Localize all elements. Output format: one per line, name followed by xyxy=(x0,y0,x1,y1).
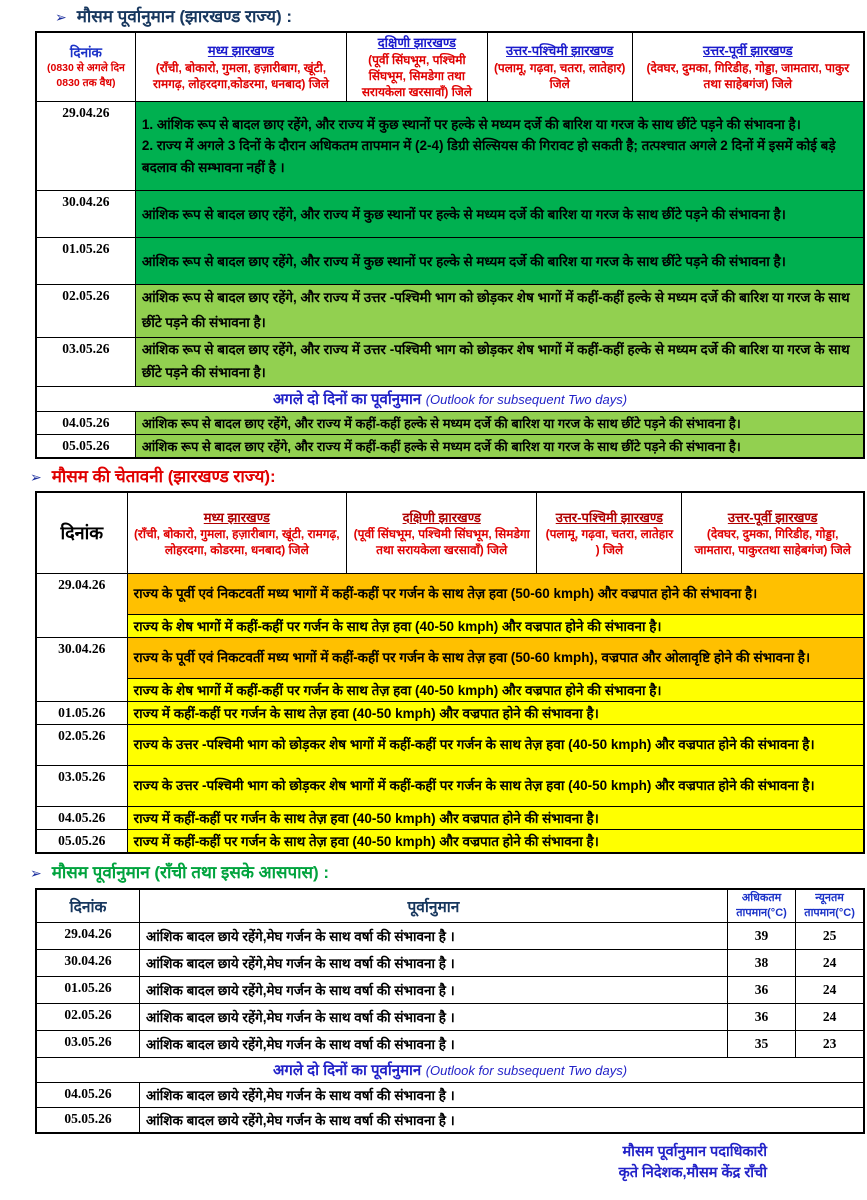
forecast-text-cell: आंशिक बादल छाये रहेंगे,मेघ गर्जन के साथ वर्षा की संभावना है । xyxy=(140,1082,865,1107)
region-districts: (राँची, बोकारो, गुमला, हज़ारीबाग, खूंटी, रामगढ़, लोहरदगा,कोडरमा, धनबाद) जिले xyxy=(152,60,329,92)
region-districts: (पूर्वी सिंघभूम, पश्चिमी सिंघभूम, सिमडेगा तथा सरायकेला खरसावाँ) जिले xyxy=(361,52,472,100)
region-header-central xyxy=(135,32,346,102)
region-districts: (राँची, बोकारो, गुमला, हज़ारीबाग, खूंटी, रामगढ़, लोहरदगा, कोडरमा, धनबाद) जिले xyxy=(133,527,340,558)
forecast-text-cell: आंशिक बादल छाये रहेंगे,मेघ गर्जन के साथ वर्षा की संभावना है । xyxy=(140,949,728,976)
region-name: दक्षिणी झारखण्ड xyxy=(377,35,456,51)
section-title-text: मौसम की चेतावनी (झारखण्ड राज्य): xyxy=(51,467,276,487)
outlook-header-cell xyxy=(36,1057,864,1082)
ranchi-forecast-row xyxy=(36,1030,864,1057)
date-cell: 03.05.26 xyxy=(36,1030,140,1057)
warning-row xyxy=(36,830,864,854)
date-validity-note: 0830 तक वैध) xyxy=(56,77,116,90)
forecast-state-table xyxy=(35,31,865,459)
date-cell: 05.05.26 xyxy=(36,1107,140,1133)
date-cell: 01.05.26 xyxy=(36,238,135,285)
warning-row xyxy=(36,766,864,807)
forecast-text-cell: आंशिक रूप से बादल छाए रहेंगे, और राज्य में उत्तर -पश्चिमी भाग को छोड़कर शेष भागों में कहीं-कहीं हल्के से मध्यम दर्जे की बारिश या गरज के साथ छींटे पड़ने की संभावना है। xyxy=(135,338,864,387)
ranchi-forecast-row xyxy=(36,1082,864,1107)
warning-row xyxy=(36,807,864,830)
warning-severe-cell: राज्य के पूर्वी एवं निकटवर्ती मध्य भागों में कहीं-कहीं पर गर्जन के साथ तेज़ हवा (50-60 kmph) और वज्रपात होने की संभावना है। xyxy=(127,574,864,615)
warning-moderate-cell: राज्य के उत्तर -पश्चिमी भाग को छोड़कर शेष भागों में कहीं-कहीं पर गर्जन के साथ तेज़ हवा (40-50 kmph) और वज्रपात होने की संभावना है। xyxy=(127,725,864,766)
warning-moderate-cell: राज्य में कहीं-कहीं पर गर्जन के साथ तेज़ हवा (40-50 kmph) और वज्रपात होने की संभावना है। xyxy=(127,702,864,725)
forecast-text-cell: आंशिक बादल छाये रहेंगे,मेघ गर्जन के साथ वर्षा की संभावना है । xyxy=(140,1030,728,1057)
region-name: दक्षिणी झारखण्ड xyxy=(402,509,481,525)
max-temp-cell: 38 xyxy=(727,949,795,976)
min-temp-cell: 24 xyxy=(796,1003,864,1030)
section-title-warning xyxy=(30,466,867,487)
section-title-text: मौसम पूर्वानुमान (राँची तथा इसके आसपास) : xyxy=(51,863,330,883)
date-cell: 30.04.26 xyxy=(36,191,135,238)
signature-block xyxy=(0,1142,767,1184)
region-header-northwest xyxy=(487,32,632,102)
date-cell: 29.04.26 xyxy=(36,922,140,949)
outlook-title-english: (Outlook for subsequent Two days) xyxy=(425,1062,628,1078)
date-validity-note: (0830 से अगले दिन xyxy=(46,61,125,74)
date-cell: 04.05.26 xyxy=(36,412,135,435)
region-header-south xyxy=(346,32,487,102)
ranchi-forecast-row xyxy=(36,976,864,1003)
section-title-forecast-ranchi xyxy=(30,862,867,883)
warning-moderate-cell: राज्य में कहीं-कहीं पर गर्जन के साथ तेज़ हवा (40-50 kmph) और वज्रपात होने की संभावना है। xyxy=(127,830,864,854)
warning-severe-cell: राज्य के पूर्वी एवं निकटवर्ती मध्य भागों में कहीं-कहीं पर गर्जन के साथ तेज़ हवा (50-60 kmph), वज्रपात और ओलावृष्टि होने की संभावना है। xyxy=(127,638,864,679)
warning-moderate-cell: राज्य के उत्तर -पश्चिमी भाग को छोड़कर शेष भागों में कहीं-कहीं पर गर्जन के साथ तेज़ हवा (40-50 kmph) और वज्रपात होने की संभावना है। xyxy=(127,766,864,807)
date-label: दिनांक xyxy=(69,44,102,60)
ranchi-forecast-row xyxy=(36,922,864,949)
outlook-title-english: (Outlook for subsequent Two days) xyxy=(425,392,628,408)
date-cell: 29.04.26 xyxy=(36,102,135,191)
region-districts: (देवघर, दुमका, गिरिडीह, गोड्डा, जामतारा, पाकुर तथा साहेबगंज) जिले xyxy=(646,60,850,92)
signature-designation: मौसम पूर्वानुमान पदाधिकारी xyxy=(622,1143,767,1160)
warning-moderate-cell: राज्य में कहीं-कहीं पर गर्जन के साथ तेज़ हवा (40-50 kmph) और वज्रपात होने की संभावना है। xyxy=(127,807,864,830)
min-temp-cell: 24 xyxy=(796,949,864,976)
max-temp-cell: 36 xyxy=(727,1003,795,1030)
region-districts: (देवघर, दुमका, गिरिडीह, गोड्डा, जामतारा, पाकुरतथा साहेबगंज) जिले xyxy=(694,527,851,558)
ranchi-forecast-row xyxy=(36,1003,864,1030)
forecast-state-header-row xyxy=(36,32,864,102)
date-cell: 01.05.26 xyxy=(36,976,140,1003)
date-cell: 02.05.26 xyxy=(36,1003,140,1030)
region-header-south xyxy=(346,492,536,574)
max-temp-header-cell xyxy=(727,889,795,923)
ranchi-forecast-table xyxy=(35,888,865,1134)
region-districts: (पलामू, गढ़वा, चतरा, लातेहार) जिले xyxy=(493,60,626,92)
ranchi-forecast-row xyxy=(36,1107,864,1133)
date-cell: 05.05.26 xyxy=(36,435,135,459)
forecast-paragraph: 2. राज्य में अगले 3 दिनों के दौरान अधिकतम तापमान में (2-4) डिग्री सेल्सियस की गिरावट हो सकती है; तत्पश्चात अगले 2 दिनों में इसमें कोई बड़े बदलाव की सम्भावना नहीं है । xyxy=(141,138,836,176)
outlook-title-hindi: अगले दो दिनों का पूर्वानुमान xyxy=(272,391,422,409)
forecast-text-cell: आंशिक रूप से बादल छाए रहेंगे, और राज्य में कहीं-कहीं हल्के से मध्यम दर्जे की बारिश या गरज के साथ छींटे पड़ने की संभावना है। xyxy=(135,435,864,459)
forecast-text-cell: आंशिक बादल छाये रहेंगे,मेघ गर्जन के साथ वर्षा की संभावना है । xyxy=(140,922,728,949)
forecast-text-cell: आंशिक बादल छाये रहेंगे,मेघ गर्जन के साथ वर्षा की संभावना है । xyxy=(140,1107,865,1133)
warning-header-row xyxy=(36,492,864,574)
region-header-northeast xyxy=(682,492,864,574)
warning-row xyxy=(36,725,864,766)
forecast-paragraph: 1. आंशिक रूप से बादल छाए रहेंगे, और राज्य में कुछ स्थानों पर हल्के से मध्यम दर्जे की बारिश या गरज के साथ छींटे पड़ने की संभावना है। xyxy=(141,116,801,132)
forecast-text-cell: आंशिक रूप से बादल छाए रहेंगे, और राज्य में उत्तर -पश्चिमी भाग को छोड़कर शेष भागों में कहीं-कहीं हल्के से मध्यम दर्जे की बारिश या गरज के साथ छींटे पड़ने की संभावना है। xyxy=(135,285,864,338)
region-name: उत्तर-पश्चिमी झारखण्ड xyxy=(555,509,664,525)
warning-table xyxy=(35,491,865,854)
outlook-header-cell xyxy=(36,387,864,412)
region-header-northwest xyxy=(537,492,682,574)
date-cell: 30.04.26 xyxy=(36,638,127,702)
outlook-title-hindi: अगले दो दिनों का पूर्वानुमान xyxy=(272,1061,422,1079)
region-districts: (पलामू, गढ़वा, चतरा, लातेहार ) जिले xyxy=(545,527,674,558)
max-temp-cell: 39 xyxy=(727,922,795,949)
date-cell: 29.04.26 xyxy=(36,574,127,638)
region-name: उत्तर-पूर्वी झारखण्ड xyxy=(703,43,793,59)
warning-subrow xyxy=(36,615,864,638)
date-cell: 02.05.26 xyxy=(36,725,127,766)
forecast-text-cell: आंशिक रूप से बादल छाए रहेंगे, और राज्य में कुछ स्थानों पर हल्के से मध्यम दर्जे की बारिश या गरज के साथ छींटे पड़ने की संभावना है। xyxy=(135,191,864,238)
forecast-row xyxy=(36,191,864,238)
outlook-header-row xyxy=(36,387,864,412)
date-cell: 04.05.26 xyxy=(36,1082,140,1107)
ranchi-forecast-row xyxy=(36,949,864,976)
forecast-row xyxy=(36,412,864,435)
date-cell: 01.05.26 xyxy=(36,702,127,725)
min-temp-label: न्यूनतम xyxy=(815,892,844,905)
section-title-forecast-state xyxy=(55,6,867,27)
min-temp-header-cell xyxy=(796,889,864,923)
warning-row xyxy=(36,638,864,679)
max-temp-cell: 36 xyxy=(727,976,795,1003)
forecast-row xyxy=(36,285,864,338)
forecast-row xyxy=(36,238,864,285)
region-name: उत्तर-पश्चिमी झारखण्ड xyxy=(506,43,614,59)
forecast-text-cell: आंशिक रूप से बादल छाए रहेंगे, और राज्य में कुछ स्थानों पर हल्के से मध्यम दर्जे की बारिश या गरज के साथ छींटे पड़ने की संभावना है। xyxy=(135,238,864,285)
region-header-central xyxy=(127,492,346,574)
min-temp-cell: 25 xyxy=(796,922,864,949)
date-cell: 30.04.26 xyxy=(36,949,140,976)
max-temp-label: अधिकतम xyxy=(741,892,782,905)
arrow-bullet-icon: ➢ xyxy=(30,865,42,882)
arrow-bullet-icon: ➢ xyxy=(55,9,67,25)
warning-moderate-cell: राज्य के शेष भागों में कहीं-कहीं पर गर्जन के साथ तेज़ हवा (40-50 kmph) और वज्रपात होने की संभावना है। xyxy=(127,615,864,638)
region-districts: (पूर्वी सिंघभूम, पश्चिमी सिंघभूम, सिमडेगा तथा सरायकेला खरसावाँ) जिले xyxy=(353,527,530,558)
date-cell: 03.05.26 xyxy=(36,338,135,387)
outlook-header-row xyxy=(36,1057,864,1082)
forecast-row xyxy=(36,435,864,459)
region-name: उत्तर-पूर्वी झारखण्ड xyxy=(727,509,818,525)
forecast-row xyxy=(36,102,864,191)
forecast-header-cell: पूर्वानुमान xyxy=(140,889,728,923)
region-header-northeast xyxy=(632,32,864,102)
forecast-text-cell: आंशिक बादल छाये रहेंगे,मेघ गर्जन के साथ वर्षा की संभावना है । xyxy=(140,1003,728,1030)
warning-row xyxy=(36,574,864,615)
warning-row xyxy=(36,702,864,725)
date-header-cell: दिनांक xyxy=(36,889,140,923)
warning-moderate-cell: राज्य के शेष भागों में कहीं-कहीं पर गर्जन के साथ तेज़ हवा (40-50 kmph) और वज्रपात होने की संभावना है। xyxy=(127,679,864,702)
min-temp-cell: 24 xyxy=(796,976,864,1003)
forecast-text-cell xyxy=(135,102,864,191)
min-temp-unit: तापमान(°C) xyxy=(804,906,855,919)
forecast-row xyxy=(36,338,864,387)
min-temp-cell: 23 xyxy=(796,1030,864,1057)
max-temp-cell: 35 xyxy=(727,1030,795,1057)
max-temp-unit: तापमान(°C) xyxy=(736,906,787,919)
signature-office: कृते निदेशक,मौसम केंद्र राँची xyxy=(618,1164,767,1181)
region-name: मध्य झारखण्ड xyxy=(207,43,274,59)
date-cell: 02.05.26 xyxy=(36,285,135,338)
date-cell: 03.05.26 xyxy=(36,766,127,807)
date-header-cell: दिनांक xyxy=(36,492,127,574)
region-name: मध्य झारखण्ड xyxy=(203,509,270,525)
warning-subrow xyxy=(36,679,864,702)
section-title-text: मौसम पूर्वानुमान (झारखण्ड राज्य) : xyxy=(76,7,293,26)
forecast-text-cell: आंशिक रूप से बादल छाए रहेंगे, और राज्य में कहीं-कहीं हल्के से मध्यम दर्जे की बारिश या गरज के साथ छींटे पड़ने की संभावना है। xyxy=(135,412,864,435)
date-cell: 05.05.26 xyxy=(36,830,127,854)
arrow-bullet-icon: ➢ xyxy=(30,469,42,486)
date-header-cell xyxy=(36,32,135,102)
ranchi-header-row xyxy=(36,889,864,923)
forecast-text-cell: आंशिक बादल छाये रहेंगे,मेघ गर्जन के साथ वर्षा की संभावना है । xyxy=(140,976,728,1003)
date-cell: 04.05.26 xyxy=(36,807,127,830)
